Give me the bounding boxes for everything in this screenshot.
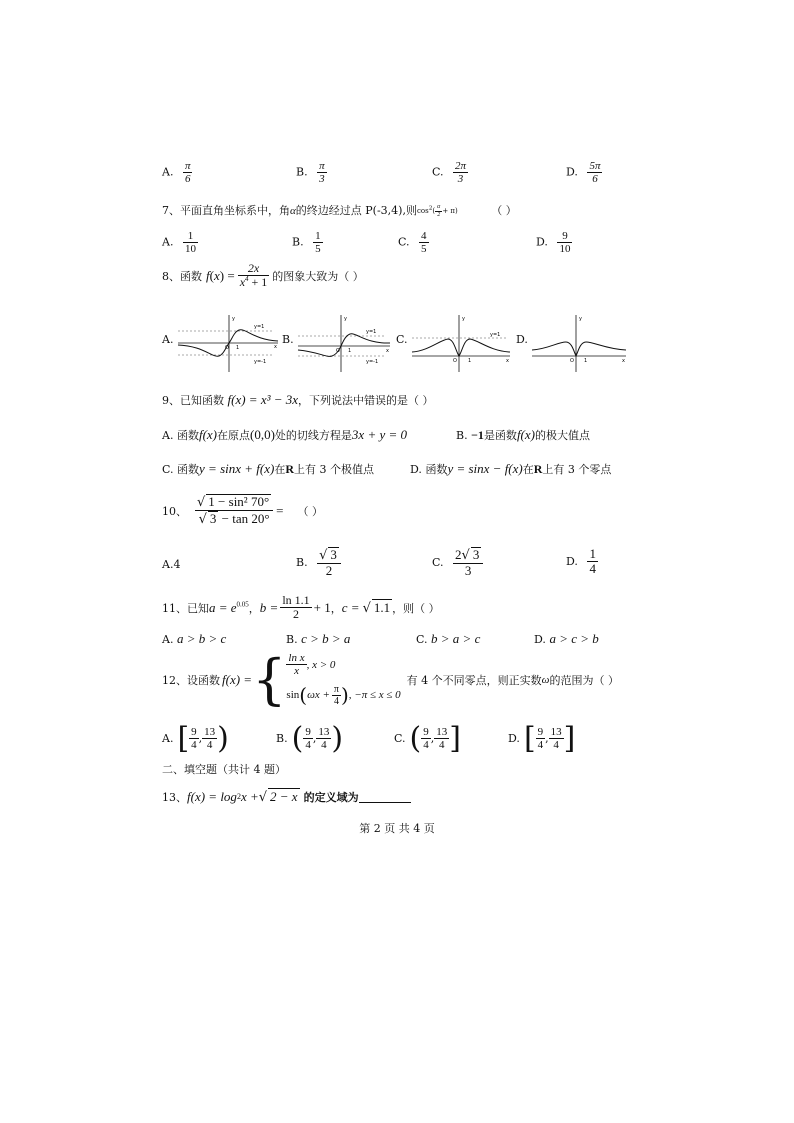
q11-a: $a = e^{0.05}$ bbox=[209, 599, 249, 615]
page-footer: 第 2 页 共 4 页 bbox=[359, 822, 435, 835]
q8a-y-label: y bbox=[232, 316, 235, 322]
q12-option-c: C. ( $\frac{9}{4}$ , $\frac{13}{4}$ ] bbox=[394, 721, 461, 756]
q12-case-1: $\frac{\text{ln x}}{x}$ , x > 0 bbox=[288, 652, 336, 678]
q6-option-a-fraction: $\frac{\pi}{6}$ bbox=[184, 160, 191, 186]
q8-fraction: $\frac{2x}{x^4 + 1}$ bbox=[239, 261, 268, 290]
q11-option-b: B. c > b > a bbox=[286, 631, 351, 646]
q8b-y-label: y bbox=[344, 316, 347, 322]
q8a-one-label: 1 bbox=[236, 345, 240, 351]
q6-option-d: D. $\frac{5\pi}{6}$ bbox=[566, 160, 601, 186]
q7-option-c: C. $\frac{4}{5}$ bbox=[398, 230, 427, 256]
q6-option-c-fraction: $\frac{2\pi}{3}$ bbox=[455, 160, 467, 186]
q8d-origin-label: O bbox=[570, 358, 574, 364]
q8c-curve bbox=[412, 339, 510, 356]
q7-stem: 7、平面直角坐标系中，角α的终边经过点 P(-3,4),则$\cos^2$( $\frac{\alpha}{2}$ + π) （ ） bbox=[162, 203, 517, 218]
q8c-y1-label: y=1 bbox=[490, 332, 501, 338]
q8b-y1-label: y=1 bbox=[366, 329, 377, 335]
q6-option-b: B. $\frac{\pi}{3}$ bbox=[296, 160, 325, 186]
q8c-x-label: x bbox=[506, 358, 509, 364]
q9-option-a: A. 函数f(x)在原点(0,0)处的切线方程是3x + y = 0 bbox=[162, 427, 408, 442]
q8b-curve bbox=[298, 334, 390, 357]
q12-case-2: sin ( ωx + $\frac{\pi}{4}$ ) , −π ≤ x ≤ 0 bbox=[286, 683, 401, 708]
q8b-one-label: 1 bbox=[348, 348, 352, 354]
q8-function: f(x) = bbox=[206, 267, 235, 283]
q8a-y-1-label: y=-1 bbox=[254, 359, 267, 365]
q12-brace: { bbox=[252, 647, 287, 711]
q13-stem: 13、 f(x) = log 2 x + √ 2 − x 的定义域为 bbox=[162, 788, 411, 805]
q12-stem: 12、 设函数 f(x) = { $\frac{\text{ln x}}{x}$ , x > 0 sin ( ωx + $\frac{\pi}{4}$ ) , −π ≤ x ≤ 0 有 4 个不同零点，则正实数 ω 的范围为（ ） bbox=[162, 647, 619, 711]
q8-option-c-graph bbox=[408, 312, 514, 374]
q10-option-d: D. $\frac{1}{4}$ bbox=[566, 546, 596, 577]
q10-fraction: $\frac{\text{√ 1 − sin² 70°}}{√ 3 - \tan 20^\circ}$ bbox=[195, 494, 273, 528]
q8a-x-label: x bbox=[274, 344, 277, 350]
q8-option-d-graph bbox=[528, 312, 630, 374]
q11-stem: 11、 已知 $a = e^{0.05}$ ， b = $\frac{\ln 1.1}{2}$ + 1 ， c = √ 1.1 ，则（ ） bbox=[162, 593, 440, 622]
q8-option-b-label: B. bbox=[282, 333, 294, 346]
q9-stem: 9、已知函数 f(x) = x³ − 3x，下列说法中错误的是（ ） bbox=[162, 392, 434, 407]
q8-option-d-label: D. bbox=[516, 333, 528, 346]
q8d-y-label: y bbox=[579, 316, 582, 322]
q8c-one-label: 1 bbox=[468, 358, 472, 364]
q11-option-a: A. a > b > c bbox=[162, 631, 227, 646]
q8-option-a-label: A. bbox=[162, 333, 174, 346]
q7-option-b: B. $\frac{1}{5}$ bbox=[292, 230, 321, 256]
q8a-origin-label: O bbox=[225, 345, 229, 351]
q12-option-b: B. ( $\frac{9}{4}$ , $\frac{13}{4}$ ) bbox=[276, 721, 344, 756]
q8d-one-label: 1 bbox=[584, 358, 588, 364]
q6-option-d-fraction: $\frac{5\pi}{6}$ bbox=[589, 160, 601, 186]
q11-option-c: C. b > a > c bbox=[416, 631, 481, 646]
q13-answer-blank[interactable] bbox=[359, 791, 411, 803]
q7-option-a: A. $\frac{1}{10}$ bbox=[162, 230, 196, 256]
q8c-origin-label: O bbox=[453, 358, 457, 364]
section-2-title: 二、填空题（共计 4 题） bbox=[162, 763, 286, 776]
q7-option-d: D. $\frac{9}{10}$ bbox=[536, 230, 571, 256]
q9-option-d: D. 函数y = sinx − f(x)在R上有 3 个零点 bbox=[410, 461, 612, 476]
q8-option-c-label: C. bbox=[396, 333, 408, 346]
q12-option-d: D. [ $\frac{9}{4}$ , $\frac{13}{4}$ ] bbox=[508, 721, 576, 756]
q8-option-a-graph bbox=[174, 312, 284, 374]
q9-option-c: C. 函数y = sinx + f(x)在R上有 3 个极值点 bbox=[162, 461, 374, 476]
q8d-curve bbox=[532, 342, 626, 356]
q8-stem: 8、 函数 f(x) = $\frac{2x}{x^4 + 1}$ 的图象大致为（ ） bbox=[162, 261, 364, 290]
q8-option-b-graph bbox=[294, 312, 394, 374]
q8b-x-label: x bbox=[386, 348, 389, 354]
q8d-x-label: x bbox=[622, 358, 625, 364]
q10-option-a: A.4 bbox=[162, 558, 181, 571]
q7-expression: $\cos^2$( $\frac{\alpha}{2}$ + π) bbox=[416, 203, 458, 218]
q10-option-b: B. $\frac{√ 3}{2}$ bbox=[296, 547, 341, 579]
q8c-y-label: y bbox=[462, 316, 465, 322]
q8b-origin-label: O bbox=[336, 348, 340, 354]
q10-option-c: C. $\frac{2√ 3}{3}$ bbox=[432, 547, 483, 579]
q9-option-b: B. −1是函数f(x)的极大值点 bbox=[456, 427, 590, 442]
q8b-y-1-label: y=-1 bbox=[366, 359, 379, 365]
q6-option-b-fraction: $\frac{\pi}{3}$ bbox=[319, 160, 325, 186]
q11-option-d: D. a > c > b bbox=[534, 631, 599, 646]
q10-stem: 10、 $\frac{\text{√ 1 − sin² 70°}}{√ 3 - \tan 20^\circ}$ = （ ） bbox=[162, 494, 323, 528]
q12-cases bbox=[286, 652, 400, 707]
q8a-y1-label: y=1 bbox=[254, 324, 265, 330]
q6-option-c: C. $\frac{2\pi}{3}$ bbox=[432, 160, 467, 186]
q6-option-a: A. $\frac{\pi}{6}$ bbox=[162, 160, 191, 186]
q12-option-a: A. [ $\frac{9}{4}$ , $\frac{13}{4}$ ) bbox=[162, 721, 229, 756]
